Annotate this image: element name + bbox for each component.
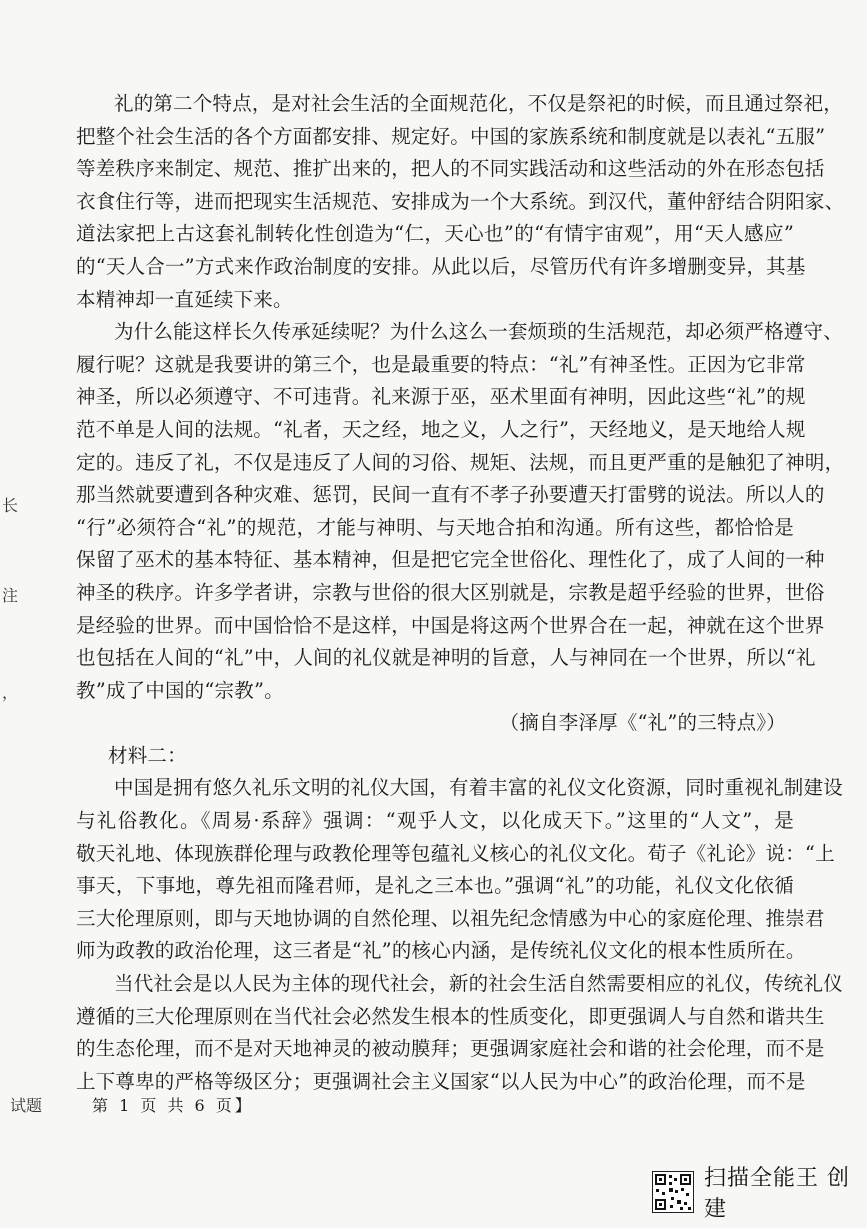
- paragraph-line: 履行呢？这就是我要讲的第三个，也是最重要的特点：“礼”有神圣性。正因为它非常: [76, 352, 806, 376]
- paragraph-line: 衣食住行等，进而把现实生活规范、安排成为一个大系统。到汉代，董仲舒结合阴阳家、: [76, 189, 845, 213]
- paragraph-line: 与礼俗教化。《周易·系辞》强调：“观乎人文，以化成天下。”这里的“人文”，是: [76, 809, 794, 833]
- qr-code-icon: [652, 1171, 694, 1213]
- paragraph-line: 把整个社会生活的各个方面都安排、规定好。中国的家族系统和制度就是以表礼“五服”: [76, 124, 826, 148]
- paragraph-line: 也包括在人间的“礼”中，人间的礼仪就是神明的旨意，人与神同在一个世界，所以“礼: [76, 646, 816, 670]
- paragraph-line: 神圣，所以必须遵守、不可违背。礼来源于巫，巫术里面有神明，因此这些“礼”的规: [76, 385, 806, 409]
- watermark-text: 扫描全能王 创建: [704, 1166, 850, 1222]
- paragraph-line: 敬天礼地、体现族群伦理与政教伦理等包蕴礼义核心的礼仪文化。荀子《礼论》说：“上: [76, 841, 835, 865]
- paragraph-line: 道法家把上古这套礼制转化性创造为“仁，天心也”的“有情宇宙观”，用“天人感应”: [76, 222, 794, 246]
- paragraph-line: 定的。违反了礼，不仅是违反了人间的习俗、规矩、法规，而且更严重的是触犯了神明，: [76, 450, 845, 474]
- paragraph-line: “行”必须符合“礼”的规范，才能与神明、与天地合拍和沟通。所有这些，都恰恰是: [76, 515, 794, 539]
- paragraph-line: 礼的第二个特点，是对社会生活的全面规范化，不仅是祭祀的时候，而且通过祭祀，: [114, 92, 843, 115]
- paragraph-line: 神圣的秩序。许多学者讲，宗教与世俗的很大区别就是，宗教是超乎经验的世界，世俗: [76, 580, 825, 604]
- paragraph-line: 遵循的三大伦理原则在当代社会必然发生根本的性质变化，即更强调人与自然和谐共生: [76, 1004, 825, 1028]
- paragraph-line: 当代社会是以人民为主体的现代社会，新的社会生活自然需要相应的礼仪，传统礼仪: [114, 972, 843, 996]
- paragraph-line: 等差秩序来制定、规范、推扩出来的，把人的不同实践活动和这些活动的外在形态包括: [76, 157, 825, 181]
- scanner-watermark: [652, 1166, 867, 1222]
- section-heading: 材料二：: [108, 743, 187, 767]
- paragraph-line: 保留了巫术的基本特征、基本精神，但是把它完全世俗化、理性化了，成了人间的一种: [76, 548, 825, 572]
- paragraph-line: 那当然就要遭到各种灾难、惩罚，民间一直有不孝子孙要遭天打雷劈的说法。所以人的: [76, 483, 825, 507]
- paragraph-line: 中国是拥有悠久礼乐文明的礼仪大国，有着丰富的礼仪文化资源，同时重视礼制建设: [114, 776, 843, 800]
- paragraph-line: 事天，下事地，尊先祖而隆君师，是礼之三本也。”强调“礼”的功能，礼仪文化依循: [76, 874, 794, 898]
- paragraph-line: 本精神却一直延续下来。: [76, 287, 293, 311]
- source-citation: （摘自李泽厚《“礼”的三特点》）: [499, 711, 786, 735]
- margin-mark: 长: [2, 496, 19, 515]
- paragraph-line: 教”成了中国的“宗教”。: [76, 678, 284, 702]
- margin-mark: 注: [2, 586, 19, 605]
- page-number: 第 1 页 共 6 页】: [92, 1096, 254, 1115]
- footer-fragment: 试题: [10, 1096, 43, 1115]
- paragraph-line: 三大伦理原则，即与天地协调的自然伦理、以祖先纪念情感为中心的家庭伦理、推崇君: [76, 906, 825, 930]
- margin-mark: ，: [2, 683, 19, 702]
- paragraph-line: 范不单是人间的法规。“礼者，天之经，地之义，人之行”，天经地义，是天地给人规: [76, 417, 806, 441]
- paragraph-line: 为什么能这样长久传承延续呢？为什么这么一套烦琐的生活规范，却必须严格遵守、: [114, 320, 843, 344]
- paragraph-line: 的生态伦理，而不是对天地神灵的被动膜拜；更强调家庭社会和谐的社会伦理，而不是: [76, 1037, 825, 1061]
- paragraph-line: 上下尊卑的严格等级区分；更强调社会主义国家“以人民为中心”的政治伦理，而不是: [76, 1069, 806, 1093]
- paragraph-line: 的“天人合一”方式来作政治制度的安排。从此以后，尽管历代有许多增删变异，其基: [76, 254, 806, 278]
- document-body: [76, 88, 845, 1098]
- paragraph-line: 是经验的世界。而中国恰恰不是这样，中国是将这两个世界合在一起，神就在这个世界: [76, 613, 825, 637]
- paragraph-line: 师为政教的政治伦理，这三者是“礼”的核心内涵，是传统礼仪文化的根本性质所在。: [76, 939, 806, 963]
